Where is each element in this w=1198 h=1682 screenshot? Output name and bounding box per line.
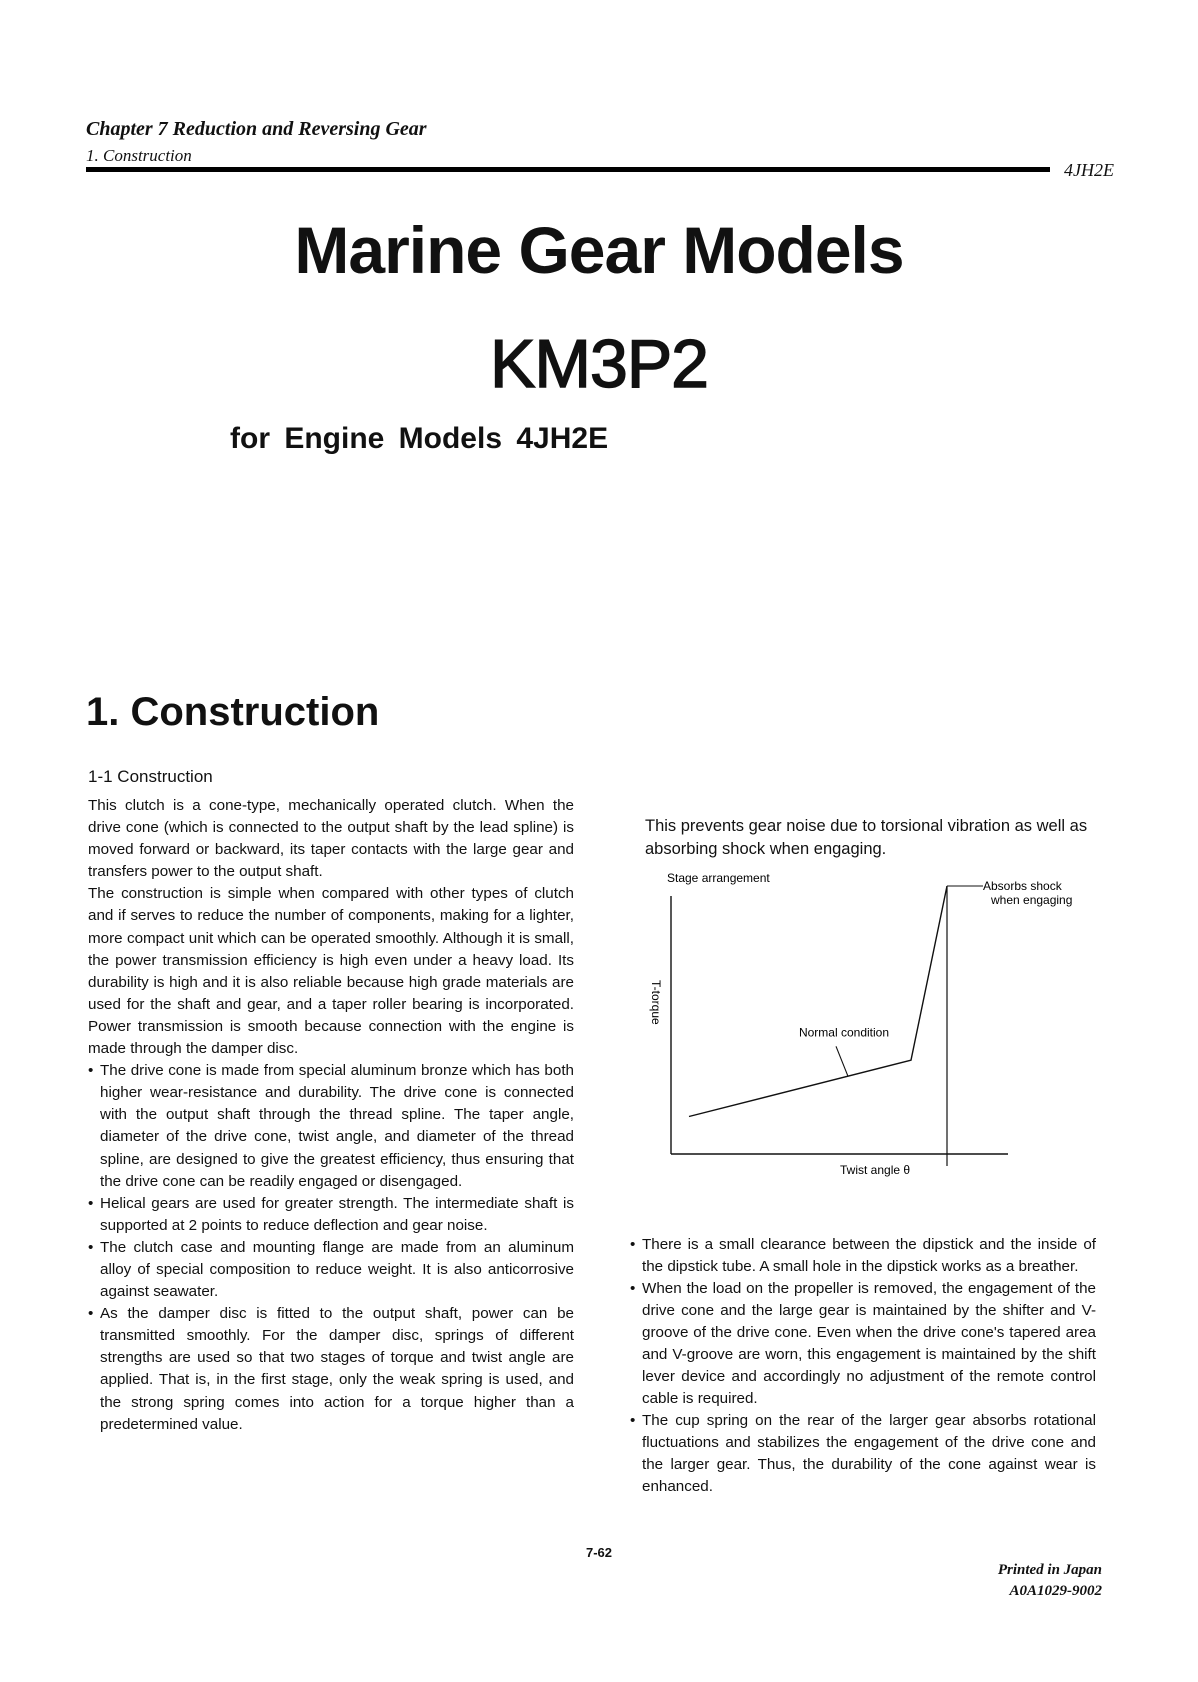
printed-in-label: Printed in Japan bbox=[997, 1562, 1102, 1578]
chart-title: Stage arrangement bbox=[667, 871, 770, 885]
list-item: • Helical gears are used for greater strength. The intermediate shaft is supported at 2 points to reduce deflection and gear noise. bbox=[88, 1193, 574, 1237]
list-item: • The cup spring on the rear of the larger gear absorbs rotational fluctuations and stabilizes the engagement of the drive cone and the larger gear. Thus, the durability of the cone against wear is enhanced. bbox=[630, 1410, 1096, 1498]
chapter-title: Chapter 7 Reduction and Reversing Gear bbox=[86, 118, 427, 140]
section-heading: 1. Construction bbox=[86, 690, 380, 734]
list-item: • When the load on the propeller is removed, the engagement of the drive cone and the large gear is maintained by the shifter and V-groove of the drive cone. Even when the drive cone's tapered area and V-groove are worn, this engagement is maintained by the shift lever device and accordingly no adjustment of the remote control cable is required. bbox=[630, 1278, 1096, 1410]
annotation-when-engaging: when engaging bbox=[991, 893, 1073, 907]
engine-model-label: 4JH2E bbox=[1058, 160, 1114, 181]
x-axis-label: Twist angle θ bbox=[840, 1163, 911, 1177]
list-item: • As the damper disc is fitted to the output shaft, power can be transmitted smoothly. For the damper disc, springs of different strengths are used so that two stages of torque and twist angle are applied. That is, in the first stage, only the weak spring is used, and the strong spring comes into action for a torque higher than a predetermined value. bbox=[88, 1303, 574, 1436]
page-title: Marine Gear Models bbox=[294, 213, 904, 287]
page-number: 7-62 bbox=[586, 1545, 613, 1560]
annotation-normal-condition: Normal condition bbox=[798, 1025, 890, 1040]
stage-arrangement-chart bbox=[640, 868, 1110, 1188]
left-column bbox=[88, 795, 574, 1436]
subsection-heading: 1-1 Construction bbox=[88, 767, 213, 786]
header-rule bbox=[86, 167, 1050, 172]
right-bullet-list bbox=[630, 1234, 1096, 1498]
left-bullet-list bbox=[88, 1060, 574, 1436]
annotation-absorbs-shock: Absorbs shock bbox=[983, 879, 1062, 893]
right-column bbox=[630, 1234, 1096, 1498]
right-intro-paragraph: This prevents gear noise due to torsional vibration as well as absorbing shock when engaging. bbox=[645, 817, 1088, 858]
section-breadcrumb: 1. Construction bbox=[86, 146, 192, 165]
document-code: A0A1029-9002 bbox=[1009, 1583, 1102, 1599]
y-axis-label: T-torque bbox=[649, 980, 663, 1025]
paragraph-intro: This clutch is a cone-type, mechanically operated clutch. When the drive cone (which is connected to the output shaft by the lead spline) is moved forward or backward, its taper contacts with the large gear and transfers power to the output shaft. bbox=[88, 797, 574, 881]
list-item: • The drive cone is made from special aluminum bronze which has both higher wear-resistance and durability. The drive cone is connected with the output shaft through the thread spline. The taper angle, diameter of the drive cone, twist angle, and diameter of the thread spline, are designed to give the greatest efficiency, thus ensuring that the drive cone can be readily engaged or disengaged. bbox=[88, 1060, 574, 1193]
list-item: • There is a small clearance between the dipstick and the inside of the dipstick tube. A small hole in the dipstick works as a breather. bbox=[630, 1234, 1096, 1278]
torque-curve bbox=[689, 886, 947, 1117]
model-title: KM3P2 bbox=[490, 326, 708, 402]
paragraph-construction: The construction is simple when compared with other types of clutch and if serves to reduce the number of components, making for a lighter, more compact unit which can be operated smoothly. Although it is small, the power transmission efficiency is high even under a heavy load. Its durability is high and it is also reliable because high grade materials are used for the shaft and gear, and a taper roller bearing is incorporated. Power transmission is smooth because connection with the engine is made through the damper disc. bbox=[88, 885, 574, 1058]
page-subtitle: for Engine Models 4JH2E bbox=[230, 422, 609, 455]
annotation-normal-leader bbox=[836, 1046, 848, 1076]
list-item: • The clutch case and mounting flange are made from an aluminum alloy of special composition to reduce weight. It is also anticorrosive against seawater. bbox=[88, 1237, 574, 1303]
